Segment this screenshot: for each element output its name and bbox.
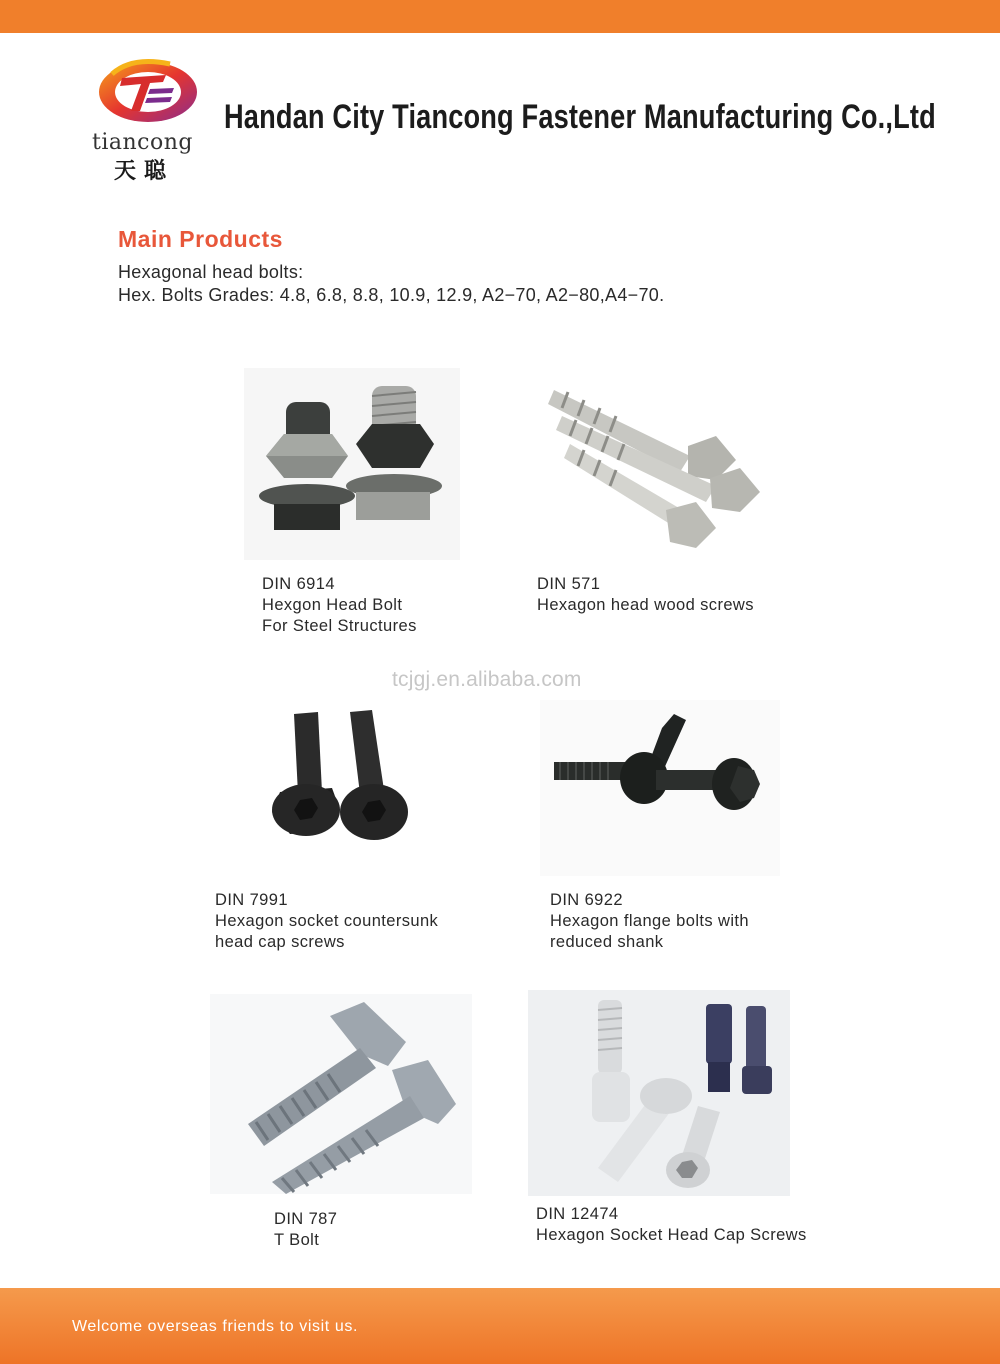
- product-code: DIN 6922: [550, 891, 623, 909]
- products-intro: [118, 261, 664, 307]
- footer-welcome-text: Welcome overseas friends to visit us.: [72, 1318, 359, 1335]
- product-photo-din6922: [540, 700, 780, 876]
- product-caption-din6914: [262, 574, 417, 637]
- product-code: DIN 6914: [262, 575, 335, 593]
- logo-wordmark: tiancong: [92, 130, 193, 155]
- product-code: DIN 12474: [536, 1205, 619, 1223]
- product-caption-din7991: [215, 890, 438, 953]
- product-desc-line-1: Hexagon Socket Head Cap Screws: [536, 1226, 807, 1244]
- product-desc-line-2: head cap screws: [215, 933, 345, 951]
- product-photo-din6914: [244, 368, 460, 560]
- logo-chinese: 天聪: [114, 159, 175, 184]
- product-code: DIN 7991: [215, 891, 288, 909]
- product-photo-din12474: [528, 990, 790, 1196]
- intro-line-2: Hex. Bolts Grades: 4.8, 6.8, 8.8, 10.9, 12.9, A2−70, A2−80,A4−70.: [118, 285, 665, 305]
- product-desc-line-2: For Steel Structures: [262, 617, 417, 635]
- product-photo-din787: [210, 994, 472, 1194]
- product-desc-line-1: Hexgon Head Bolt: [262, 596, 403, 614]
- product-caption-din787: [274, 1209, 337, 1251]
- product-caption-din6922: [550, 890, 749, 953]
- product-desc-line-2: reduced shank: [550, 933, 664, 951]
- product-desc-line-1: Hexagon socket countersunk: [215, 912, 439, 930]
- product-photo-din571: [540, 368, 790, 554]
- product-code: DIN 571: [537, 575, 601, 593]
- company-name: Handan City Tiancong Fastener Manufacturing Co.,Ltd: [224, 98, 936, 136]
- product-caption-din12474: [536, 1204, 807, 1246]
- top-accent-bar: [0, 0, 1000, 33]
- watermark: tcjgj.en.alibaba.com: [392, 668, 582, 691]
- company-logo: [92, 58, 212, 183]
- product-desc-line-1: T Bolt: [274, 1231, 320, 1249]
- product-desc-line-1: Hexagon flange bolts with: [550, 912, 749, 930]
- product-photo-din7991: [252, 700, 452, 880]
- main-products-title: Main Products: [118, 226, 283, 252]
- product-caption-din571: [537, 574, 754, 616]
- product-code: DIN 787: [274, 1210, 338, 1228]
- intro-line-1: Hexagonal head bolts:: [118, 262, 304, 282]
- product-desc-line-1: Hexagon head wood screws: [537, 596, 754, 614]
